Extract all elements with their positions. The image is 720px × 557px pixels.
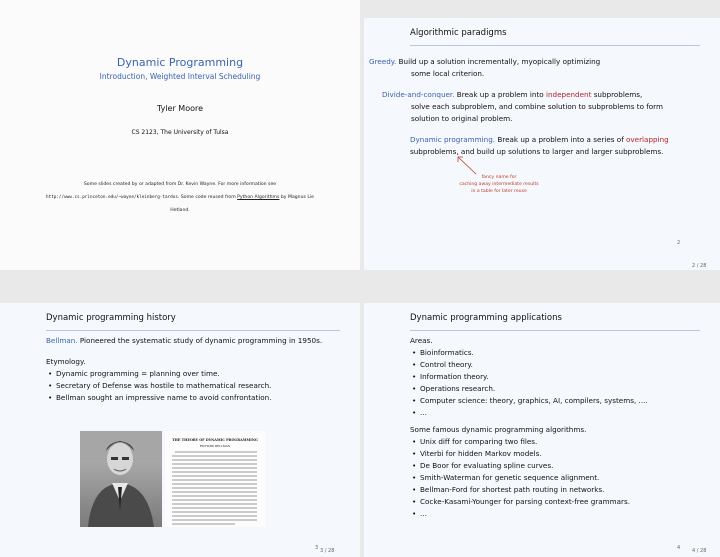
- header-divider: [410, 45, 700, 46]
- credit-end-text: by Magnus Lie: [279, 195, 315, 200]
- history-bullet: • Dynamic programming = planning over time.: [56, 368, 220, 380]
- greedy-line-2: some local criterion.: [411, 69, 485, 78]
- slide-title: Dynamic Programming: [116, 56, 244, 69]
- slide-dp-applications: [364, 303, 720, 557]
- credit-line-1: Some slides created by or adapted from Dr. Kevin Wayne. For more information see: [83, 182, 277, 187]
- author-name: Tyler Moore: [156, 104, 204, 113]
- area-item: • ...: [420, 407, 427, 419]
- areas-term: Areas.: [410, 336, 433, 345]
- greedy-term: Greedy.: [369, 57, 397, 66]
- dc-line-1: Divide-and-conquer. Break up a problem into independent subproblems,: [382, 90, 643, 99]
- area-item: • Operations research.: [420, 383, 495, 395]
- page-counter-4: 4 / 28: [692, 548, 707, 554]
- dc-line-3: solution to original problem.: [411, 114, 513, 123]
- algorithm-item: • De Boor for evaluating spline curves.: [420, 460, 553, 472]
- dp-line-2: subproblems, and build up solutions to larger and larger subproblems.: [410, 147, 664, 156]
- algorithm-item: • Cocke-Kasami-Younger for parsing context-free grammars.: [420, 496, 630, 508]
- inner-page-number: 3: [315, 545, 319, 551]
- bellman-photo: [80, 431, 162, 527]
- paper-title: THE THEORY OF DYNAMIC PROGRAMMING: [172, 438, 258, 442]
- algorithm-item: • Smith-Waterman for genetic sequence alignment.: [420, 472, 599, 484]
- dp-line-1: Dynamic programming. Break up a problem into a series of overlapping: [410, 135, 669, 144]
- dp-term: Dynamic programming.: [410, 135, 496, 144]
- header-divider: [410, 330, 700, 331]
- etymology-term: Etymology.: [46, 357, 86, 366]
- algorithm-item: • Viterbi for hidden Markov models.: [420, 448, 542, 460]
- history-bullet: • Bellman sought an impressive name to avoid confrontation.: [56, 392, 272, 404]
- area-item: • Information theory.: [420, 371, 489, 383]
- slide-header: Dynamic programming applications: [410, 313, 562, 323]
- slide-header: Algorithmic paradigms: [410, 28, 507, 38]
- paper-author: RICHARD BELLMAN: [199, 444, 231, 448]
- algorithm-item: • ...: [420, 508, 427, 520]
- slide-header: Dynamic programming history: [46, 313, 176, 323]
- title-slide: [0, 0, 360, 270]
- page-counter-2: 2 / 28: [692, 263, 707, 269]
- credit-url-link[interactable]: http://www.cs.princeton.edu/~wayne/kleinberg-tardos: [45, 195, 178, 200]
- course-affiliation: CS 2123, The University of Tulsa: [131, 129, 229, 136]
- annotation-text: fancy name for caching away intermediate results in a table for later reuse: [459, 175, 539, 194]
- greedy-line-1: Greedy. Build up a solution incrementally, myopically optimizing: [369, 57, 601, 66]
- dc-line-2: solve each subproblem, and combine solution to subproblems to form: [411, 102, 664, 111]
- algorithm-item: • Bellman-Ford for shortest path routing in networks.: [420, 484, 604, 496]
- overlapping-highlight: overlapping: [626, 135, 669, 144]
- history-bullet: • Secretary of Defense was hostile to mathematical research.: [56, 380, 271, 392]
- bellman-paper: [165, 431, 265, 527]
- bellman-line: Bellman. Pioneered the systematic study of dynamic programming in 1950s.: [46, 336, 323, 345]
- algorithm-item: • Unix diff for comparing two files.: [420, 436, 537, 448]
- credit-book-link[interactable]: Python Algorithms: [237, 195, 280, 200]
- independent-highlight: independent: [545, 90, 592, 99]
- credit-mid-text: . Some code reused from: [177, 195, 238, 200]
- slide-algorithmic-paradigms: [364, 18, 720, 270]
- slide-dp-history: [0, 303, 360, 557]
- slide-subtitle: Introduction, Weighted Interval Scheduling: [99, 72, 261, 81]
- bellman-term: Bellman.: [46, 336, 78, 345]
- area-item: • Computer science: theory, graphics, AI, compilers, systems, ....: [420, 395, 648, 407]
- dc-term: Divide-and-conquer.: [382, 90, 455, 99]
- paper-text-lines: [165, 449, 265, 527]
- credit-line-3: Hetland.: [170, 208, 190, 213]
- header-divider: [46, 330, 340, 331]
- page-counter-3: 3 / 28: [320, 548, 335, 554]
- annotation-arrow: [452, 154, 482, 176]
- inner-page-number: 2: [677, 240, 681, 246]
- area-item: • Bioinformatics.: [420, 347, 474, 359]
- credit-line-2: [0, 195, 360, 200]
- algorithms-term: Some famous dynamic programming algorithms.: [410, 425, 587, 434]
- inner-page-number: 4: [677, 545, 681, 551]
- area-item: • Control theory.: [420, 359, 473, 371]
